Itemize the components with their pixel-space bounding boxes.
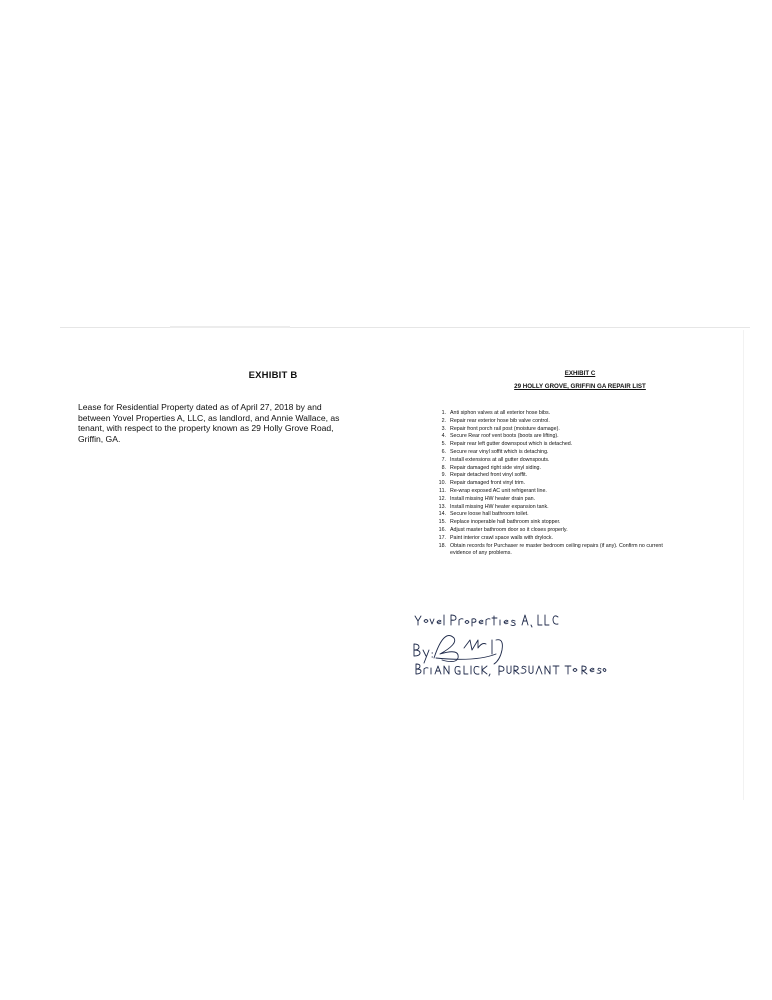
repair-item-row — [430, 527, 710, 535]
repair-item-row — [430, 504, 710, 512]
repair-item-continuation: evidence of any problems. — [450, 550, 512, 557]
repair-list-item — [430, 426, 710, 434]
scan-edge — [743, 330, 744, 800]
repair-list-item — [430, 449, 710, 457]
repair-item-number: 5. — [441, 441, 446, 448]
repair-list-item — [430, 433, 710, 441]
repair-item-number: 8. — [441, 464, 446, 471]
repair-item-text: Paint interior crawl space walls with drylock. — [450, 534, 554, 541]
repair-item-row — [430, 519, 710, 527]
repair-item-row — [430, 465, 710, 473]
repair-list-item — [430, 511, 710, 519]
repair-item-row — [430, 418, 710, 426]
repair-item-row — [430, 457, 710, 465]
repair-list-item — [430, 410, 710, 418]
repair-item-text: Secure rear vinyl soffit which is detaching. — [450, 448, 549, 455]
repair-item-text: Install extensions at all gutter downspouts. — [450, 456, 550, 463]
repair-item-text: Obtain records for Purchaser re master bedroom ceiling repairs (if any). Confirm no current — [450, 542, 663, 549]
repair-item-row — [430, 472, 710, 480]
repair-item-row — [430, 480, 710, 488]
repair-item-number: 18. — [438, 542, 446, 549]
handwritten-signature — [410, 610, 610, 680]
repair-item-text: Install missing HW heater drain pan. — [450, 495, 536, 502]
repair-list-item — [430, 488, 710, 496]
repair-item-text: Repair front porch rail post (moisture damage). — [450, 425, 560, 432]
repair-item-number: 13. — [438, 503, 446, 510]
repair-item-row — [430, 543, 710, 551]
repair-item-row — [430, 488, 710, 496]
repair-item-row — [430, 426, 710, 434]
repair-item-number: 3. — [441, 425, 446, 432]
repair-item-number: 12. — [438, 495, 446, 502]
repair-item-text: Secure loose hall bathroom toilet. — [450, 511, 529, 518]
scan-artifact — [170, 326, 290, 328]
exhibit-b-title: EXHIBIT B — [248, 370, 298, 381]
repair-list-item — [430, 504, 710, 512]
repair-item-row — [430, 511, 710, 519]
repair-item-row — [430, 449, 710, 457]
repair-item-row — [430, 441, 710, 449]
repair-item-row — [430, 496, 710, 504]
repair-item-text: Anti siphon valves at all exterior hose bibs. — [450, 410, 551, 416]
repair-item-text: Repair rear left gutter downspout which is detached. — [450, 441, 573, 448]
repair-list-item — [430, 543, 710, 559]
repair-item-number: 2. — [441, 417, 446, 424]
repair-item-text: Repair detached front vinyl soffit. — [450, 472, 528, 479]
repair-item-number: 9. — [441, 472, 446, 479]
repair-list — [430, 410, 710, 558]
repair-item-number: 16. — [438, 526, 446, 533]
repair-list-item — [430, 457, 710, 465]
repair-item-text: Install missing HW heater expansion tank. — [450, 503, 549, 510]
repair-item-number: 1. — [441, 410, 446, 416]
repair-list-title: 29 HOLLY GROVE, GRIFFIN GA REPAIR LIST — [514, 383, 646, 390]
repair-list-item — [430, 519, 710, 527]
exhibit-c-title: EXHIBIT C — [564, 370, 596, 377]
repair-item-row — [430, 410, 710, 418]
repair-item-text: Adjust master bathroom door so it closes properly. — [450, 526, 568, 533]
repair-list-item — [430, 496, 710, 504]
repair-list-item — [430, 535, 710, 543]
repair-item-text: Secure Rear roof vent boots (boots are lifting). — [450, 433, 559, 440]
repair-list-item — [430, 465, 710, 473]
repair-list-item — [430, 441, 710, 449]
repair-item-number: 6. — [441, 448, 446, 455]
repair-item-number: 15. — [438, 519, 446, 526]
repair-item-text: Repair damaged right side vinyl siding. — [450, 464, 541, 471]
repair-item-number: 4. — [441, 433, 446, 440]
repair-item-text: Repair rear exterior hose bib valve control. — [450, 417, 550, 424]
repair-item-number: 14. — [438, 511, 446, 518]
repair-item-number: 10. — [438, 480, 446, 487]
repair-item-text: Repair damaged front vinyl trim. — [450, 480, 526, 487]
repair-item-row — [430, 433, 710, 441]
page-fold-line — [60, 327, 750, 328]
repair-item-text: Replace inoperable hall bathroom sink stopper. — [450, 519, 561, 526]
repair-list-item — [430, 527, 710, 535]
repair-list-item — [430, 418, 710, 426]
exhibit-b-body: Lease for Residential Property dated as of April 27, 2018 by and between Yovel Properties A, LLC, as landlord, and Annie Wallace, as tenant, with respect to the property known as 29 Holly Grove Road, Griffin, GA. — [78, 402, 340, 444]
repair-item-number: 17. — [438, 534, 446, 541]
repair-item-text: Re-wrap exposed AC unit refrigerant line. — [450, 487, 547, 494]
repair-list-item — [430, 472, 710, 480]
repair-item-row — [430, 535, 710, 543]
repair-item-number: 11. — [439, 487, 446, 494]
repair-item-number: 7. — [441, 456, 446, 463]
repair-list-item — [430, 480, 710, 488]
signature-block — [410, 610, 610, 680]
